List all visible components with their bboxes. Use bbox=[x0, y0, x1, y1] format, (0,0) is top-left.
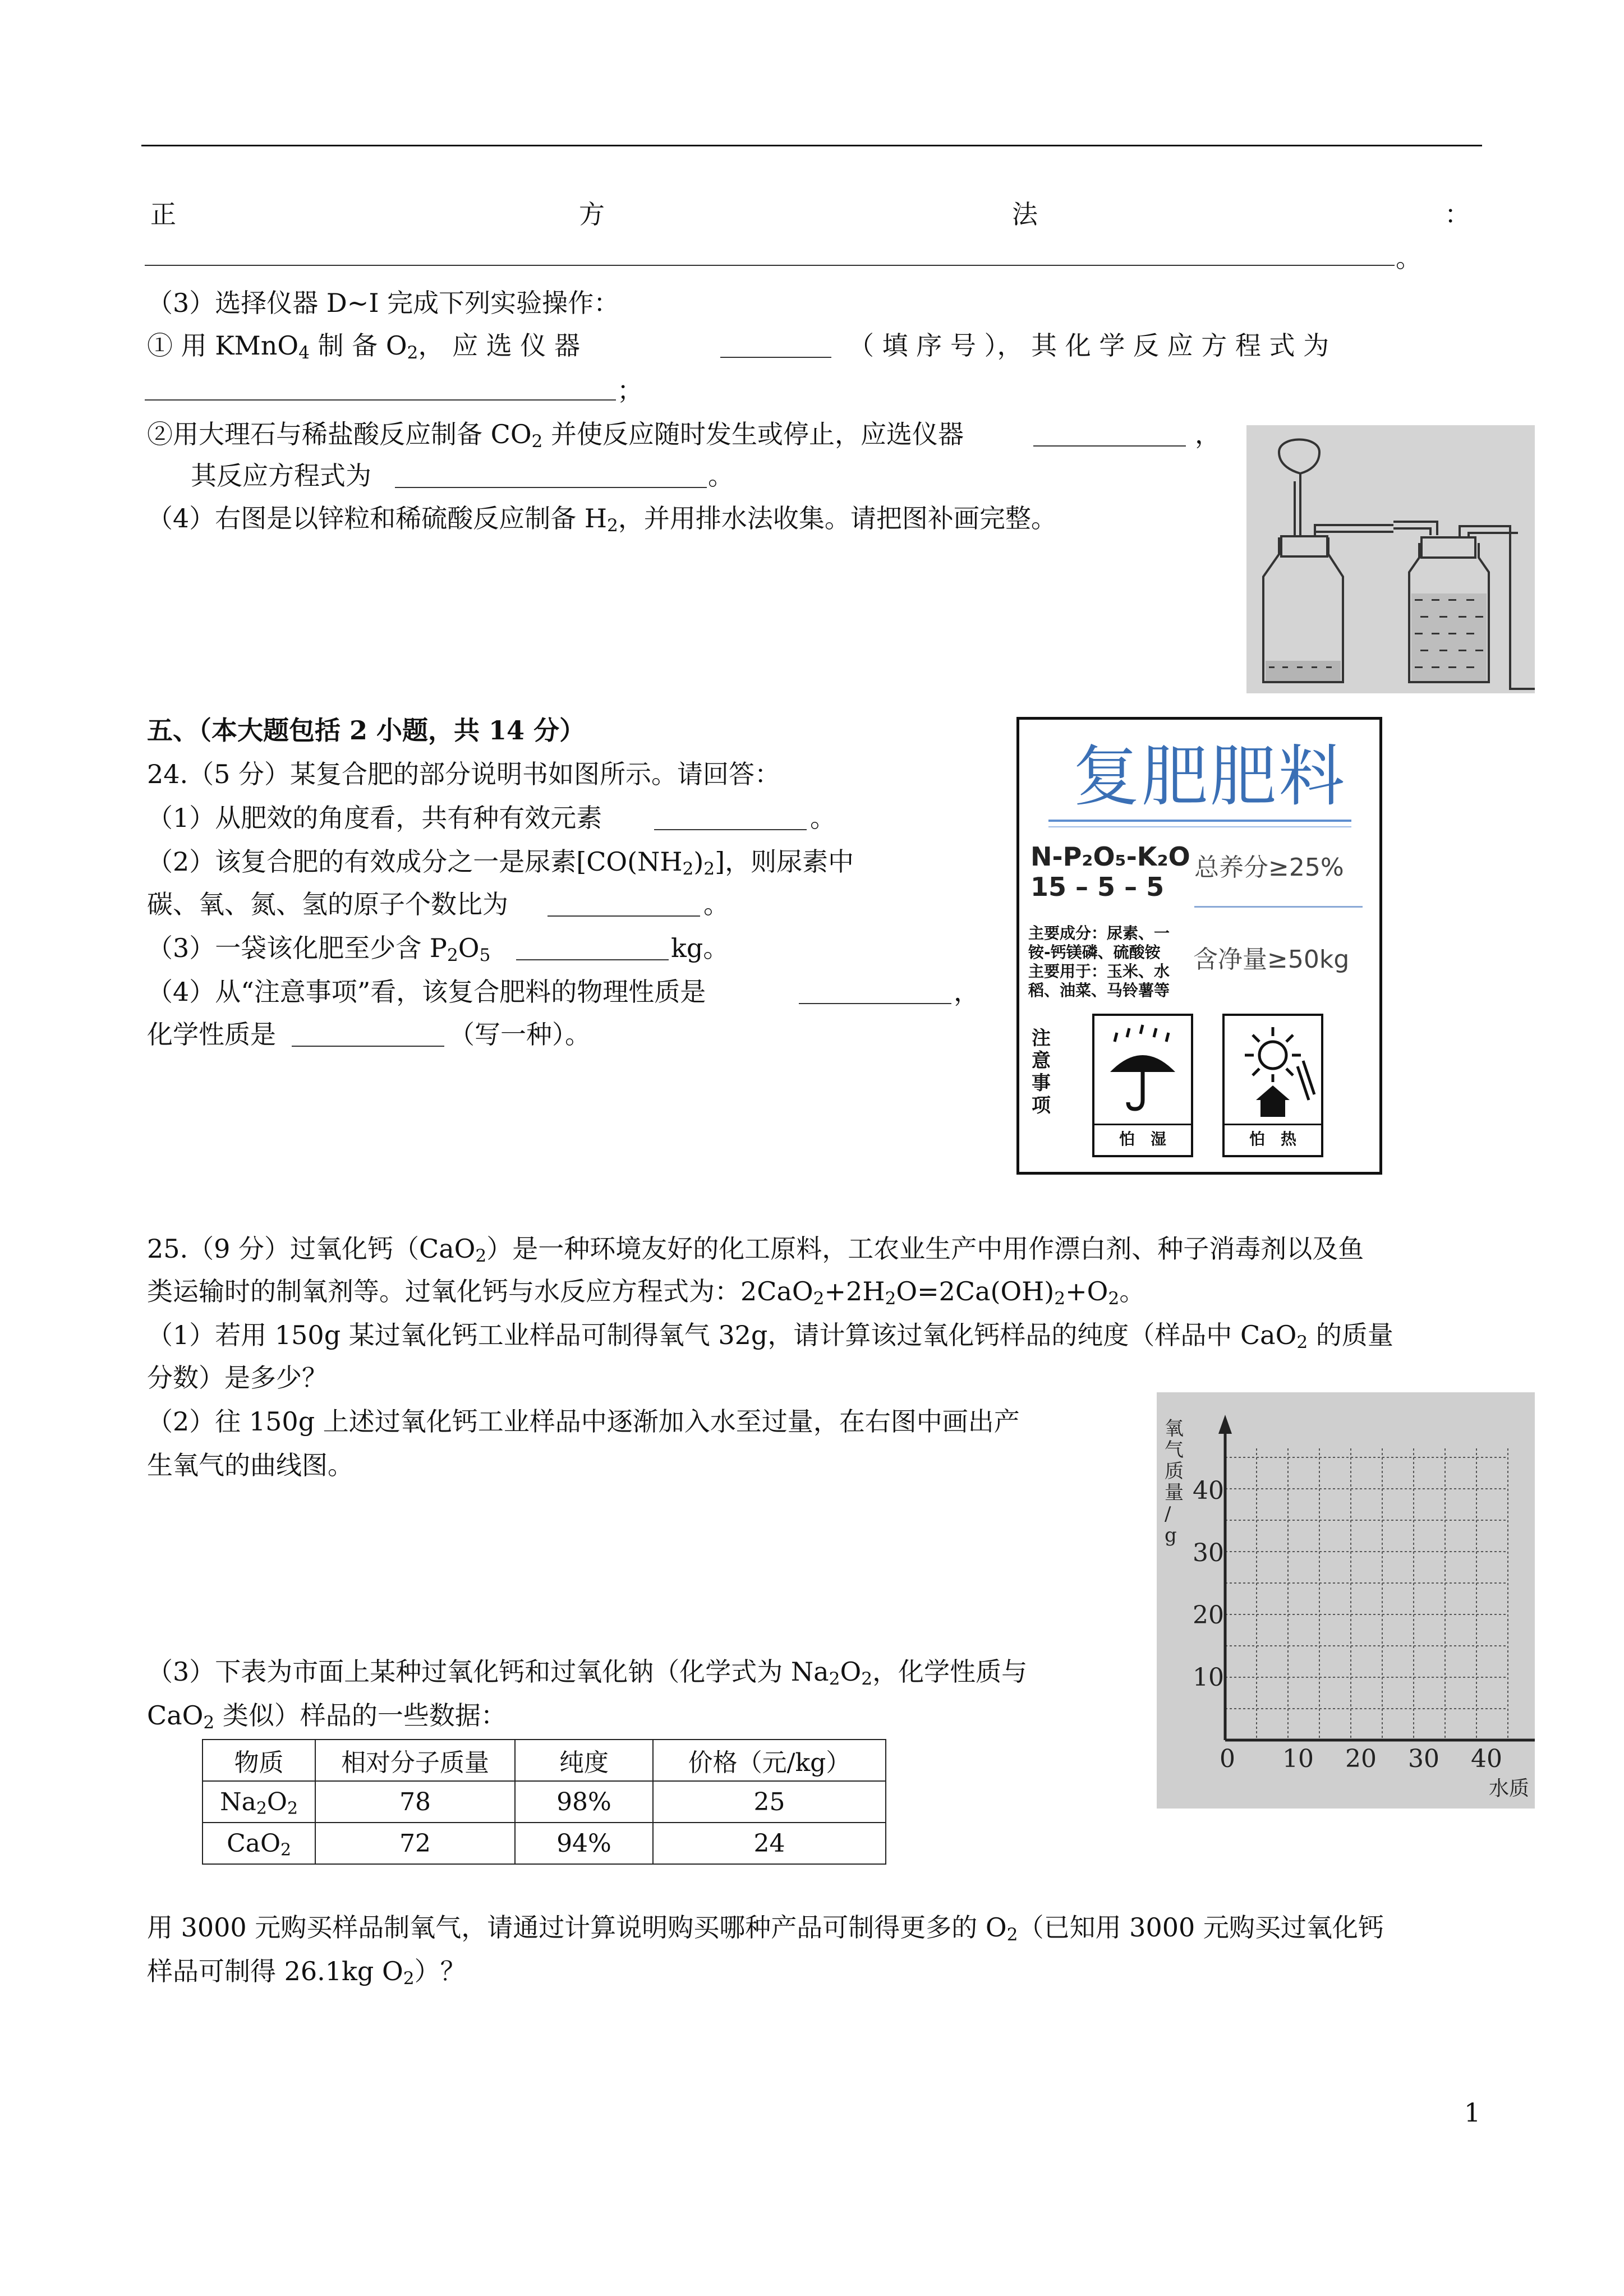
label-usage-2: 稻、油菜、马铃薯等 bbox=[1028, 981, 1170, 1000]
q25-3-line2 bbox=[147, 1699, 507, 1732]
heat-divider bbox=[1225, 1124, 1321, 1125]
umbrella-icon bbox=[1094, 1016, 1191, 1124]
x-tick-label: 10 bbox=[1282, 1745, 1314, 1773]
q24-4b-end: （写一种）。 bbox=[449, 1019, 591, 1050]
q3a-end: ； bbox=[617, 375, 643, 406]
q25-l2-m2: O=2Ca(OH) bbox=[896, 1276, 1055, 1306]
final-l1: 用 3000 元购买样品制氧气，请通过计算说明购买哪种产品可制得更多的 O bbox=[147, 1912, 1007, 1943]
sub: 2 bbox=[403, 1968, 415, 1989]
oxygen-graph bbox=[1157, 1392, 1535, 1809]
q3b-line bbox=[147, 417, 964, 451]
label-nutrient-underline bbox=[1194, 906, 1363, 908]
q4-text: （4）右图是以锌粒和稀硫酸反应制备 H bbox=[147, 503, 608, 533]
q3b2-text: 其反应方程式为 bbox=[191, 461, 371, 491]
spread-char-4: ： bbox=[1444, 199, 1470, 229]
table-cell: 78 bbox=[315, 1781, 515, 1823]
sub: 2 bbox=[829, 1668, 840, 1689]
label-ratio: 15 – 5 – 5 bbox=[1030, 872, 1165, 902]
q25-3-l2-rest: 类似）样品的一些数据： bbox=[214, 1700, 507, 1731]
q24-1-end: 。 bbox=[810, 803, 836, 833]
q24-3 bbox=[147, 931, 490, 965]
q25-1 bbox=[147, 1318, 1393, 1352]
y-label-char: 气 bbox=[1165, 1439, 1184, 1461]
table-header-row bbox=[203, 1740, 886, 1781]
label-total-nutrient: 总养分≥25% bbox=[1194, 853, 1344, 882]
sub: 2 bbox=[607, 515, 618, 536]
q24-4b: 化学性质是 bbox=[147, 1019, 276, 1050]
q3b-text: ②用大理石与稀盐酸反应制备 CO bbox=[147, 419, 532, 449]
label-title-underline bbox=[1048, 820, 1351, 822]
q24-2-end: ]，则尿素中 bbox=[715, 846, 854, 877]
cao: CaO bbox=[227, 1829, 281, 1858]
apparatus-figure bbox=[1246, 425, 1535, 693]
sub: 2 bbox=[287, 1798, 298, 1819]
q3a-text: ① 用 KMnO bbox=[147, 330, 299, 361]
sub: 2 bbox=[256, 1798, 267, 1819]
q3a-tail: （ 填 序 号 ）， 其 化 学 反 应 方 程 式 为 bbox=[848, 330, 1329, 361]
q24-2b-end: 。 bbox=[703, 889, 729, 919]
o: O bbox=[458, 933, 480, 963]
q24-1: （1）从肥效的角度看，共有种有效元素 bbox=[147, 803, 602, 833]
table-cell: 72 bbox=[315, 1823, 515, 1864]
blank-q24-1[interactable] bbox=[654, 829, 807, 830]
spread-char-2: 方 bbox=[579, 199, 605, 229]
q24-heading: 24.（5 分）某复合肥的部分说明书如图所示。请回答： bbox=[147, 759, 781, 789]
q25-line2 bbox=[147, 1274, 1145, 1308]
label-usage: 主要用于：玉米、水 bbox=[1028, 962, 1170, 981]
q3b-comma: ， bbox=[1195, 419, 1221, 449]
sub: 2 bbox=[1006, 1924, 1018, 1945]
x-axis-label: 水质 bbox=[1489, 1777, 1530, 1800]
blank-q3b-instrument[interactable] bbox=[1033, 445, 1186, 447]
q25-final-line1 bbox=[147, 1911, 1384, 1944]
q25-3 bbox=[147, 1655, 1027, 1688]
q24-3-text: （3）一袋该化肥至少含 P bbox=[147, 933, 447, 963]
q3b-text-2: 并使反应随时发生或停止，应选仪器 bbox=[542, 419, 964, 449]
table-cell: 94% bbox=[515, 1823, 653, 1864]
label-ingredients: 主要成分：尿素、一 bbox=[1028, 924, 1170, 942]
label-net-weight: 含净量≥50kg bbox=[1193, 945, 1350, 974]
table-header: 价格（元/kg） bbox=[653, 1740, 886, 1781]
na: Na bbox=[220, 1787, 256, 1816]
top-rule bbox=[141, 145, 1482, 146]
blank-q24-3[interactable] bbox=[516, 959, 669, 960]
q3a-text-3: ， 应 选 仪 器 bbox=[418, 330, 580, 361]
sub: 2 bbox=[475, 1245, 487, 1266]
q25-2: （2）往 150g 上述过氧化钙工业样品中逐渐加入水至过量，在右图中画出产 bbox=[147, 1406, 1020, 1437]
blank-q24-2[interactable] bbox=[548, 915, 700, 917]
o: O bbox=[840, 1657, 862, 1687]
q3a-text-2: 制 备 O bbox=[309, 330, 407, 361]
y-label-char: g bbox=[1165, 1524, 1177, 1547]
sub: 2 bbox=[703, 858, 715, 879]
answer-blank-long[interactable] bbox=[145, 265, 1395, 266]
x-tick-label: 0 bbox=[1220, 1745, 1235, 1773]
x-tick-label: 30 bbox=[1408, 1745, 1439, 1773]
y-label-char: / bbox=[1165, 1503, 1171, 1525]
q25-l1-rest: ）是一种环境友好的化工原料，工农业生产中用作漂白剂、种子消毒剂以及鱼 bbox=[486, 1234, 1364, 1264]
q24-4: （4）从“注意事项”看，该复合肥料的物理性质是 bbox=[147, 977, 706, 1007]
blank-q24-4b[interactable] bbox=[292, 1046, 444, 1047]
label-title: 复肥肥料 bbox=[1073, 738, 1347, 815]
y-label-char: 质 bbox=[1165, 1460, 1184, 1483]
q25-3-rest: ，化学性质与 bbox=[872, 1657, 1028, 1687]
blank-q24-4a[interactable] bbox=[799, 1003, 951, 1004]
y-tick-label: 30 bbox=[1193, 1539, 1224, 1567]
q24-3-end: kg。 bbox=[671, 933, 729, 963]
sub: 4 bbox=[298, 342, 310, 363]
q3a-line bbox=[147, 329, 580, 362]
afraid-wet-box bbox=[1092, 1014, 1193, 1157]
sub: 2 bbox=[813, 1288, 825, 1309]
table-cell-substance bbox=[203, 1823, 315, 1864]
y-label-char: 氧 bbox=[1165, 1418, 1184, 1440]
sub: 2 bbox=[1296, 1332, 1308, 1352]
q24-4-comma: ， bbox=[954, 977, 979, 1007]
sub: 2 bbox=[885, 1288, 896, 1309]
sub: 2 bbox=[447, 945, 458, 965]
q25-3-l2: CaO bbox=[147, 1700, 204, 1731]
table-header: 物质 bbox=[203, 1740, 315, 1781]
q25-2-line2: 生氧气的曲线图。 bbox=[147, 1450, 353, 1480]
y-tick-label: 10 bbox=[1193, 1663, 1224, 1692]
q25-l2-end: 。 bbox=[1119, 1276, 1145, 1306]
q24-2b: 碳、氧、氮、氢的原子个数比为 bbox=[147, 889, 508, 919]
table-cell: 25 bbox=[653, 1781, 886, 1823]
label-formula: N-P₂O₅-K₂O bbox=[1030, 841, 1190, 872]
q3b2-end: 。 bbox=[708, 461, 734, 491]
spread-char-1: 正 bbox=[150, 199, 176, 229]
sub: 2 bbox=[203, 1712, 215, 1733]
page-number: 1 bbox=[1464, 2097, 1481, 2128]
y-tick-label: 20 bbox=[1193, 1601, 1224, 1630]
fertilizer-label bbox=[1016, 717, 1382, 1175]
table-cell: 24 bbox=[653, 1823, 886, 1864]
q25-l2-m1: +2H bbox=[824, 1276, 885, 1306]
q25-1-line2: 分数）是多少？ bbox=[147, 1363, 328, 1393]
graph-svg bbox=[1157, 1392, 1535, 1809]
section5-heading: 五、（本大题包括 2 小题，共 14 分） bbox=[147, 715, 586, 746]
q24-2-text: （2）该复合肥的有效成分之一是尿素[CO(NH bbox=[147, 846, 683, 877]
q25-1-text: （1）若用 150g 某过氧化钙工业样品可制得氧气 32g，请计算该过氧化钙样品的纯度（样品中 CaO bbox=[147, 1320, 1297, 1350]
label-title-underline-2 bbox=[1048, 826, 1351, 827]
afraid-heat-text: 怕 热 bbox=[1249, 1130, 1296, 1148]
x-tick-label: 20 bbox=[1345, 1745, 1377, 1773]
sub: 2 bbox=[1108, 1288, 1120, 1309]
sub: 2 bbox=[407, 342, 418, 363]
y-label-char: 量 bbox=[1165, 1481, 1184, 1504]
y-axis-arrow bbox=[1218, 1415, 1232, 1434]
sub: 2 bbox=[1054, 1288, 1066, 1309]
table-cell: 98% bbox=[515, 1781, 653, 1823]
q25-line1 bbox=[147, 1232, 1364, 1266]
y-tick-label: 40 bbox=[1193, 1476, 1224, 1505]
table-row bbox=[203, 1823, 886, 1864]
table-header: 纯度 bbox=[515, 1740, 653, 1781]
q25-l2-text: 类运输时的制氧剂等。过氧化钙与水反应方程式为：2CaO bbox=[147, 1276, 813, 1306]
blank-q3a-instrument[interactable] bbox=[720, 357, 831, 358]
sub: 2 bbox=[280, 1840, 292, 1860]
spread-char-3: 法 bbox=[1012, 199, 1038, 229]
sub: 2 bbox=[531, 431, 543, 452]
final-mid: （已知用 3000 元购买过氧化钙 bbox=[1018, 1912, 1384, 1943]
sun-icon bbox=[1225, 1016, 1321, 1124]
q25-l2-m3: +O bbox=[1065, 1276, 1108, 1306]
paren: ) bbox=[693, 846, 704, 877]
y-axis-label bbox=[1165, 1418, 1184, 1547]
data-table bbox=[202, 1739, 886, 1865]
sub: 5 bbox=[479, 945, 491, 965]
label-ingredients-2: 铵-钙镁磷、硫酸铵 bbox=[1028, 943, 1161, 961]
sub: 2 bbox=[682, 858, 694, 879]
line-end-period: 。 bbox=[1396, 243, 1421, 273]
table-cell-substance bbox=[203, 1781, 315, 1823]
table-row bbox=[203, 1781, 886, 1823]
q24-2 bbox=[147, 845, 854, 878]
blank-q3a-equation[interactable] bbox=[145, 399, 616, 401]
final-l2-end: ）？ bbox=[414, 1956, 466, 1986]
q25-l1-text: 25.（9 分）过氧化钙（CaO bbox=[147, 1234, 476, 1264]
q25-3-text: （3）下表为市面上某种过氧化钙和过氧化钠（化学式为 Na bbox=[147, 1657, 829, 1687]
q25-1-rest: 的质量 bbox=[1308, 1320, 1393, 1350]
blank-q3b-equation[interactable] bbox=[395, 487, 707, 488]
table-header: 相对分子质量 bbox=[315, 1740, 515, 1781]
wet-divider bbox=[1094, 1124, 1191, 1125]
q4-line bbox=[147, 501, 1057, 535]
x-tick-label: 40 bbox=[1471, 1745, 1502, 1773]
o: O bbox=[266, 1787, 287, 1816]
sub: 2 bbox=[861, 1668, 873, 1689]
q3-heading: （3）选择仪器 D~I 完成下列实验操作： bbox=[147, 288, 620, 318]
afraid-heat-box bbox=[1222, 1014, 1323, 1157]
q25-final-line2 bbox=[147, 1954, 466, 1988]
afraid-wet-text: 怕 湿 bbox=[1119, 1130, 1166, 1148]
label-notice: 注意事项 bbox=[1032, 1027, 1051, 1117]
q4-text-2: ，并用排水法收集。请把图补画完整。 bbox=[618, 503, 1057, 533]
apparatus-drawing bbox=[1246, 425, 1535, 693]
final-l2: 样品可制得 26.1kg O bbox=[147, 1956, 403, 1986]
